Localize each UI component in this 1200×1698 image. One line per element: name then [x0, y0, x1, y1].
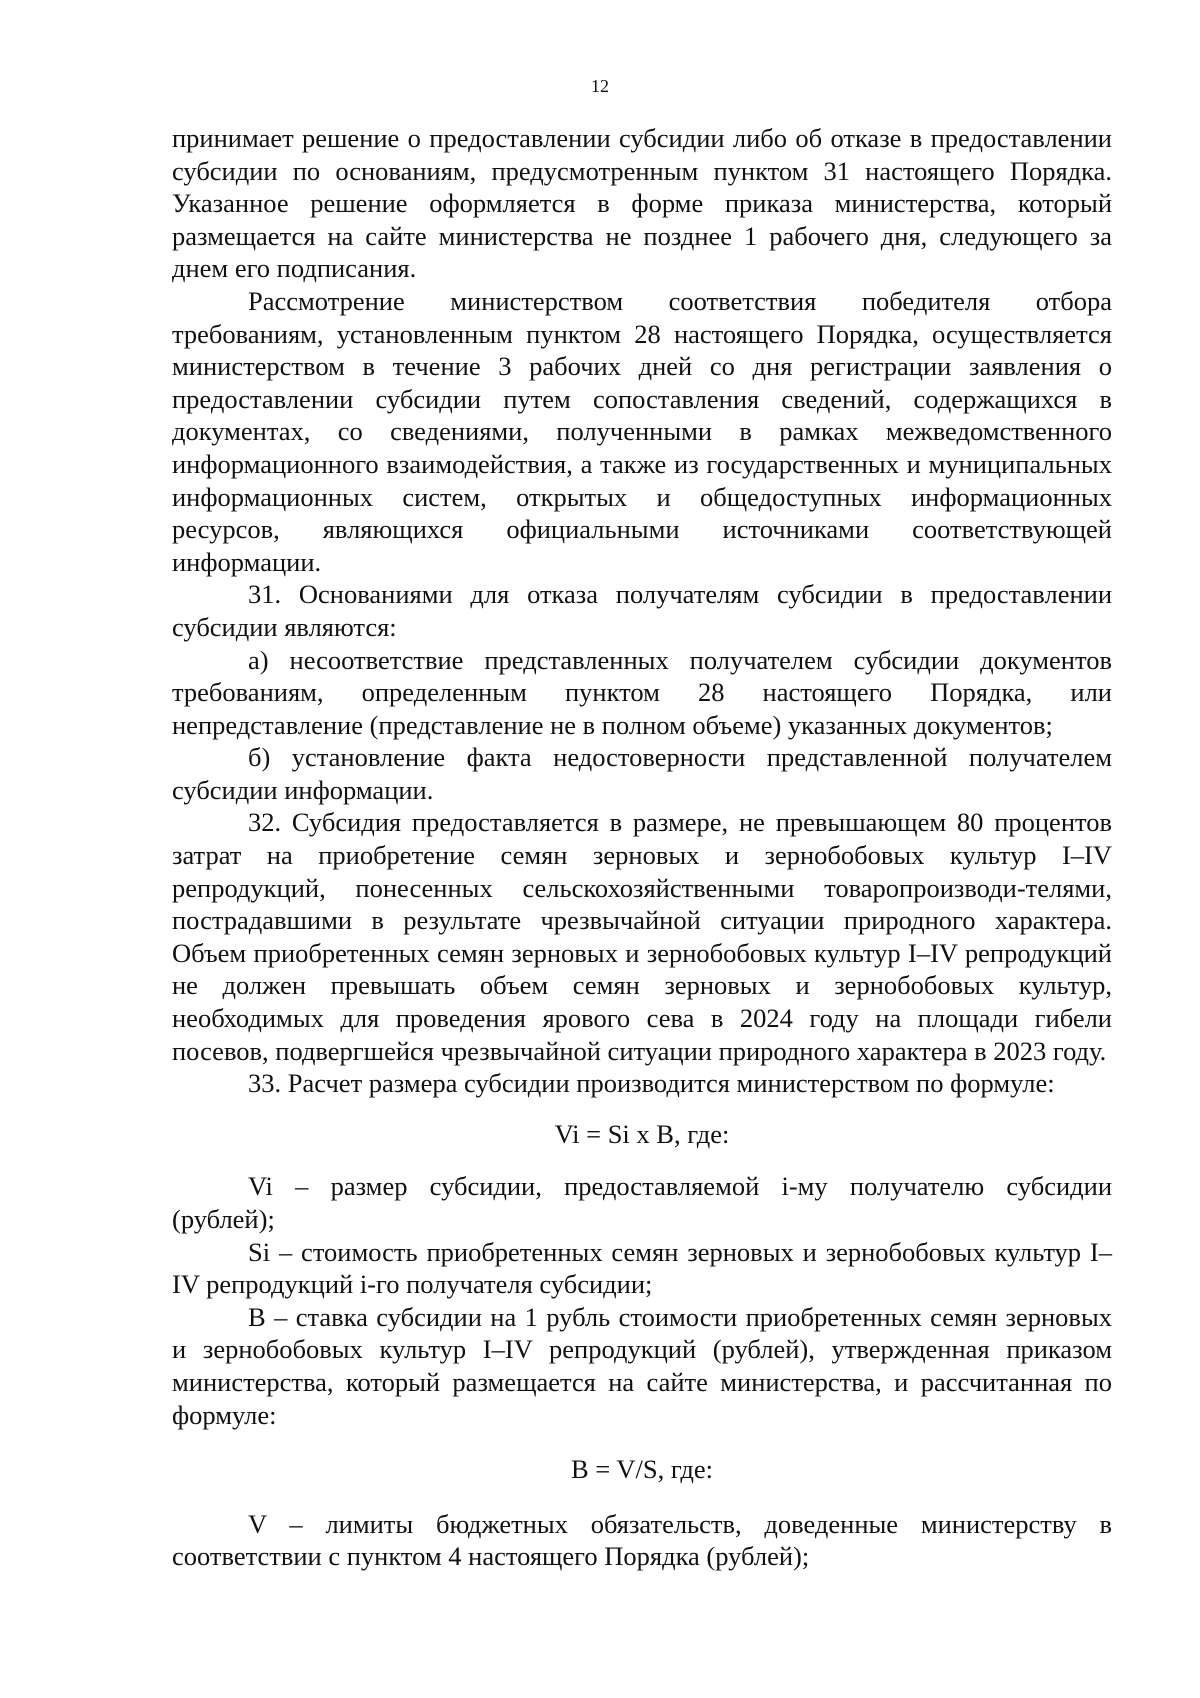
paragraph-31-a: а) несоответствие представленных получателем субсидии документов требованиям, определенным пунктом 28 настоящего Порядка, или непредставление (представление не в полном объеме) указанных документов;	[172, 644, 1112, 740]
paragraph-32-subsidy-size: 32. Субсидия предоставляется в размере, не превышающем 80 процентов затрат на приобретение семян зерновых и зернобобовых культур I–IV репродукций, понесенных сельскохозяйственными товаропроизводи-телями, пострадавшими в результате чрезвычайной ситуации природного характера. Объем приобретенных семян зерновых и зернобобовых культур I–IV репродукций не должен превышать объем семян зерновых и зернобобовых культур, необходимых для проведения ярового сева в 2024 году на площади гибели посевов, подвергшейся чрезвычайной ситуации природного характера в 2023 году.	[172, 807, 1112, 1066]
paragraph-33-calculation: 33. Расчет размера субсидии производится министерством по формуле:	[248, 1068, 1055, 1099]
definition-b: B – ставка субсидии на 1 рубль стоимости приобретенных семян зерновых и зернобобовых культур I–IV репродукций (рублей), утвержденная приказом министерства, который размещается на сайте министерства, и рассчитанная по формуле:	[172, 1301, 1112, 1430]
document-body	[172, 122, 1112, 1573]
page-number: 12	[591, 76, 609, 96]
paragraph-review: Рассмотрение министерством соответствия победителя отбора требованиям, установленным пунктом 28 настоящего Порядка, осуществляется министерством в течение 3 рабочих дней со дня регистрации заявления о предоставлении субсидии путем сопоставления сведений, содержащихся в документах, со сведениями, полученными в рамках межведомственного информационного взаимодействия, а также из государственных и муниципальных информационных систем, открытых и общедоступных информационных ресурсов, являющихся официальными источниками соответствующей информации.	[172, 285, 1112, 577]
definition-vi: Vi – размер субсидии, предоставляемой i-му получателю субсидии (рублей);	[172, 1171, 1112, 1234]
formula-vi: Vi = Si x B, где:	[554, 1118, 730, 1149]
paragraph-decision: принимает решение о предоставлении субсидии либо об отказе в предоставлении субсидии по основаниям, предусмотренным пунктом 31 настоящего Порядка. Указанное решение оформляется в форме приказа министерства, который размещается на сайте министерства не позднее 1 рабочего дня, следующего за днем его подписания.	[172, 123, 1112, 284]
definition-si: Si – стоимость приобретенных семян зерновых и зернобобовых культур I–IV репродукций i-го получателя субсидии;	[172, 1236, 1112, 1300]
definition-v: V – лимиты бюджетных обязательств, доведенные министерству в соответствии с пунктом 4 настоящего Порядка (рублей);	[172, 1508, 1112, 1572]
paragraph-31-b: б) установление факта недостоверности представленной получателем субсидии информации.	[172, 742, 1112, 805]
formula-b: B = V/S, где:	[570, 1454, 714, 1485]
paragraph-31-grounds: 31. Основаниями для отказа получателям субсидии в предоставлении субсидии являются:	[172, 579, 1112, 642]
